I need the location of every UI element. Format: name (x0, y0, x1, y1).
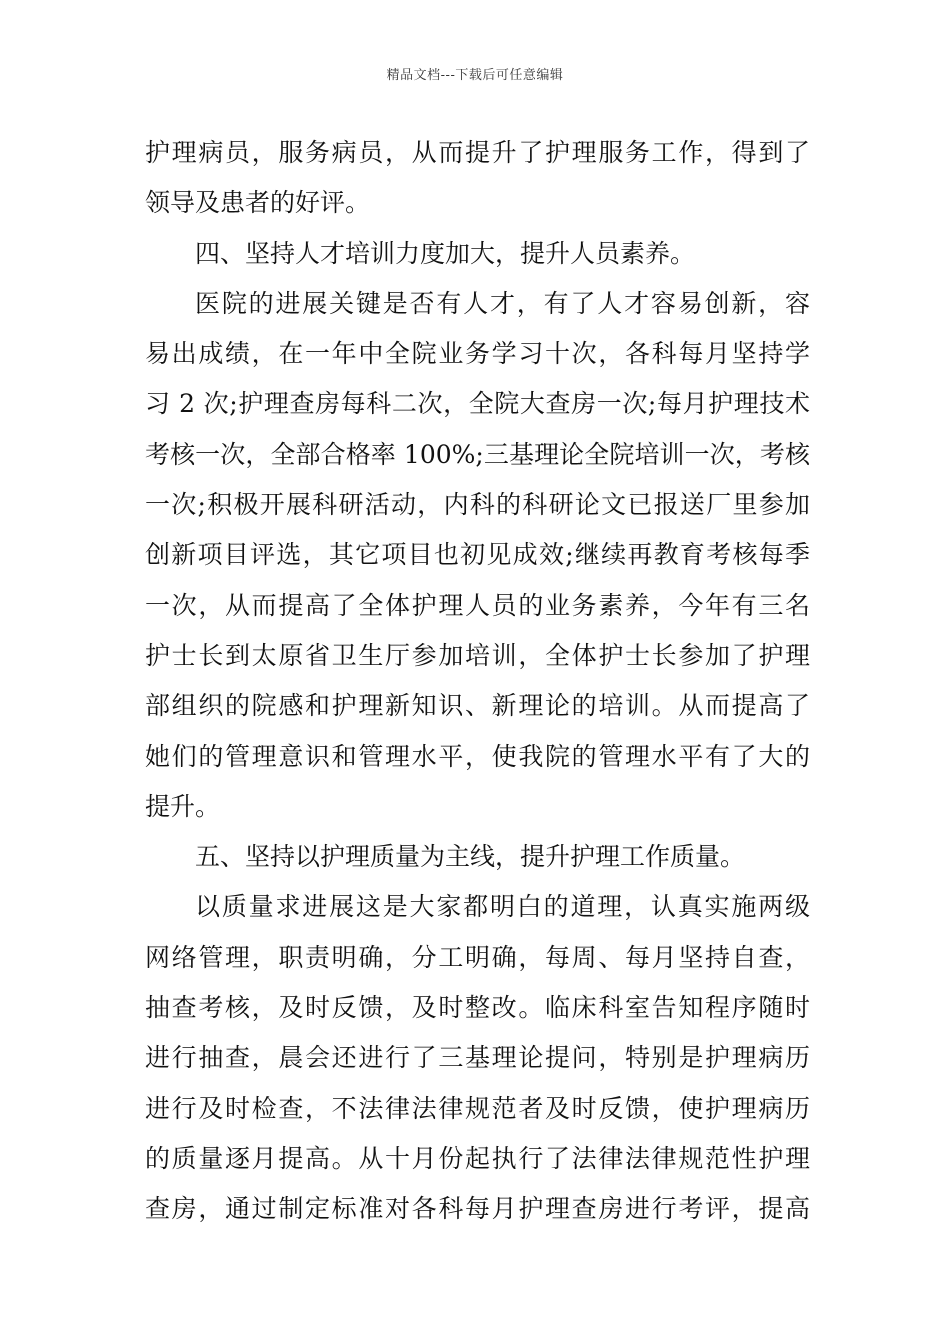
text-line: 习 2 次;护理查房每科二次，全院大查房一次;每月护理技术 (145, 389, 810, 419)
page-header: 精品文档---下载后可任意编辑 (386, 68, 564, 83)
text-line: 医院的进展关键是否有人才，有了人才容易创新，容 (195, 288, 810, 318)
text-line: 网络管理，职责明确，分工明确，每周、每月坚持自查， (145, 942, 810, 972)
text-line: 进行抽查，晨会还进行了三基理论提问，特别是护理病历 (145, 1043, 810, 1073)
text-line: 进行及时检查，不法律法律规范者及时反馈，使护理病历 (145, 1093, 810, 1123)
text-line: 考核一次，全部合格率 100%;三基理论全院培训一次，考核 (145, 439, 810, 469)
text-line: 易出成绩，在一年中全院业务学习十次，各科每月坚持学 (145, 339, 810, 369)
text-line: 查房，通过制定标准对各科每月护理查房进行考评，提高 (145, 1194, 810, 1224)
text-line: 五、坚持以护理质量为主线，提升护理工作质量。 (195, 842, 746, 872)
document-body (145, 128, 810, 1235)
text-line: 四、坚持人才培训力度加大，提升人员素养。 (195, 238, 696, 268)
text-line: 抽查考核，及时反馈，及时整改。临床科室告知程序随时 (145, 993, 810, 1023)
text-line: 提升。 (145, 791, 221, 821)
text-line: 以质量求进展这是大家都明白的道理，认真实施两级 (195, 892, 810, 922)
text-line: 部组织的院感和护理新知识、新理论的培训。从而提高了 (145, 691, 810, 721)
text-line: 的质量逐月提高。从十月份起执行了法律法律规范性护理 (145, 1143, 810, 1173)
text-line: 一次，从而提高了全体护理人员的业务素养，今年有三名 (145, 590, 810, 620)
text-line: 她们的管理意识和管理水平，使我院的管理水平有了大的 (145, 741, 810, 771)
text-line: 护理病员，服务病员，从而提升了护理服务工作，得到了 (145, 138, 810, 167)
text-line: 护士长到太原省卫生厅参加培训，全体护士长参加了护理 (145, 640, 810, 670)
text-line: 创新项目评选，其它项目也初见成效;继续再教育考核每季 (145, 540, 810, 570)
text-line: 一次;积极开展科研活动，内科的科研论文已报送厂里参加 (145, 490, 810, 520)
text-line: 领导及患者的好评。 (145, 188, 371, 218)
